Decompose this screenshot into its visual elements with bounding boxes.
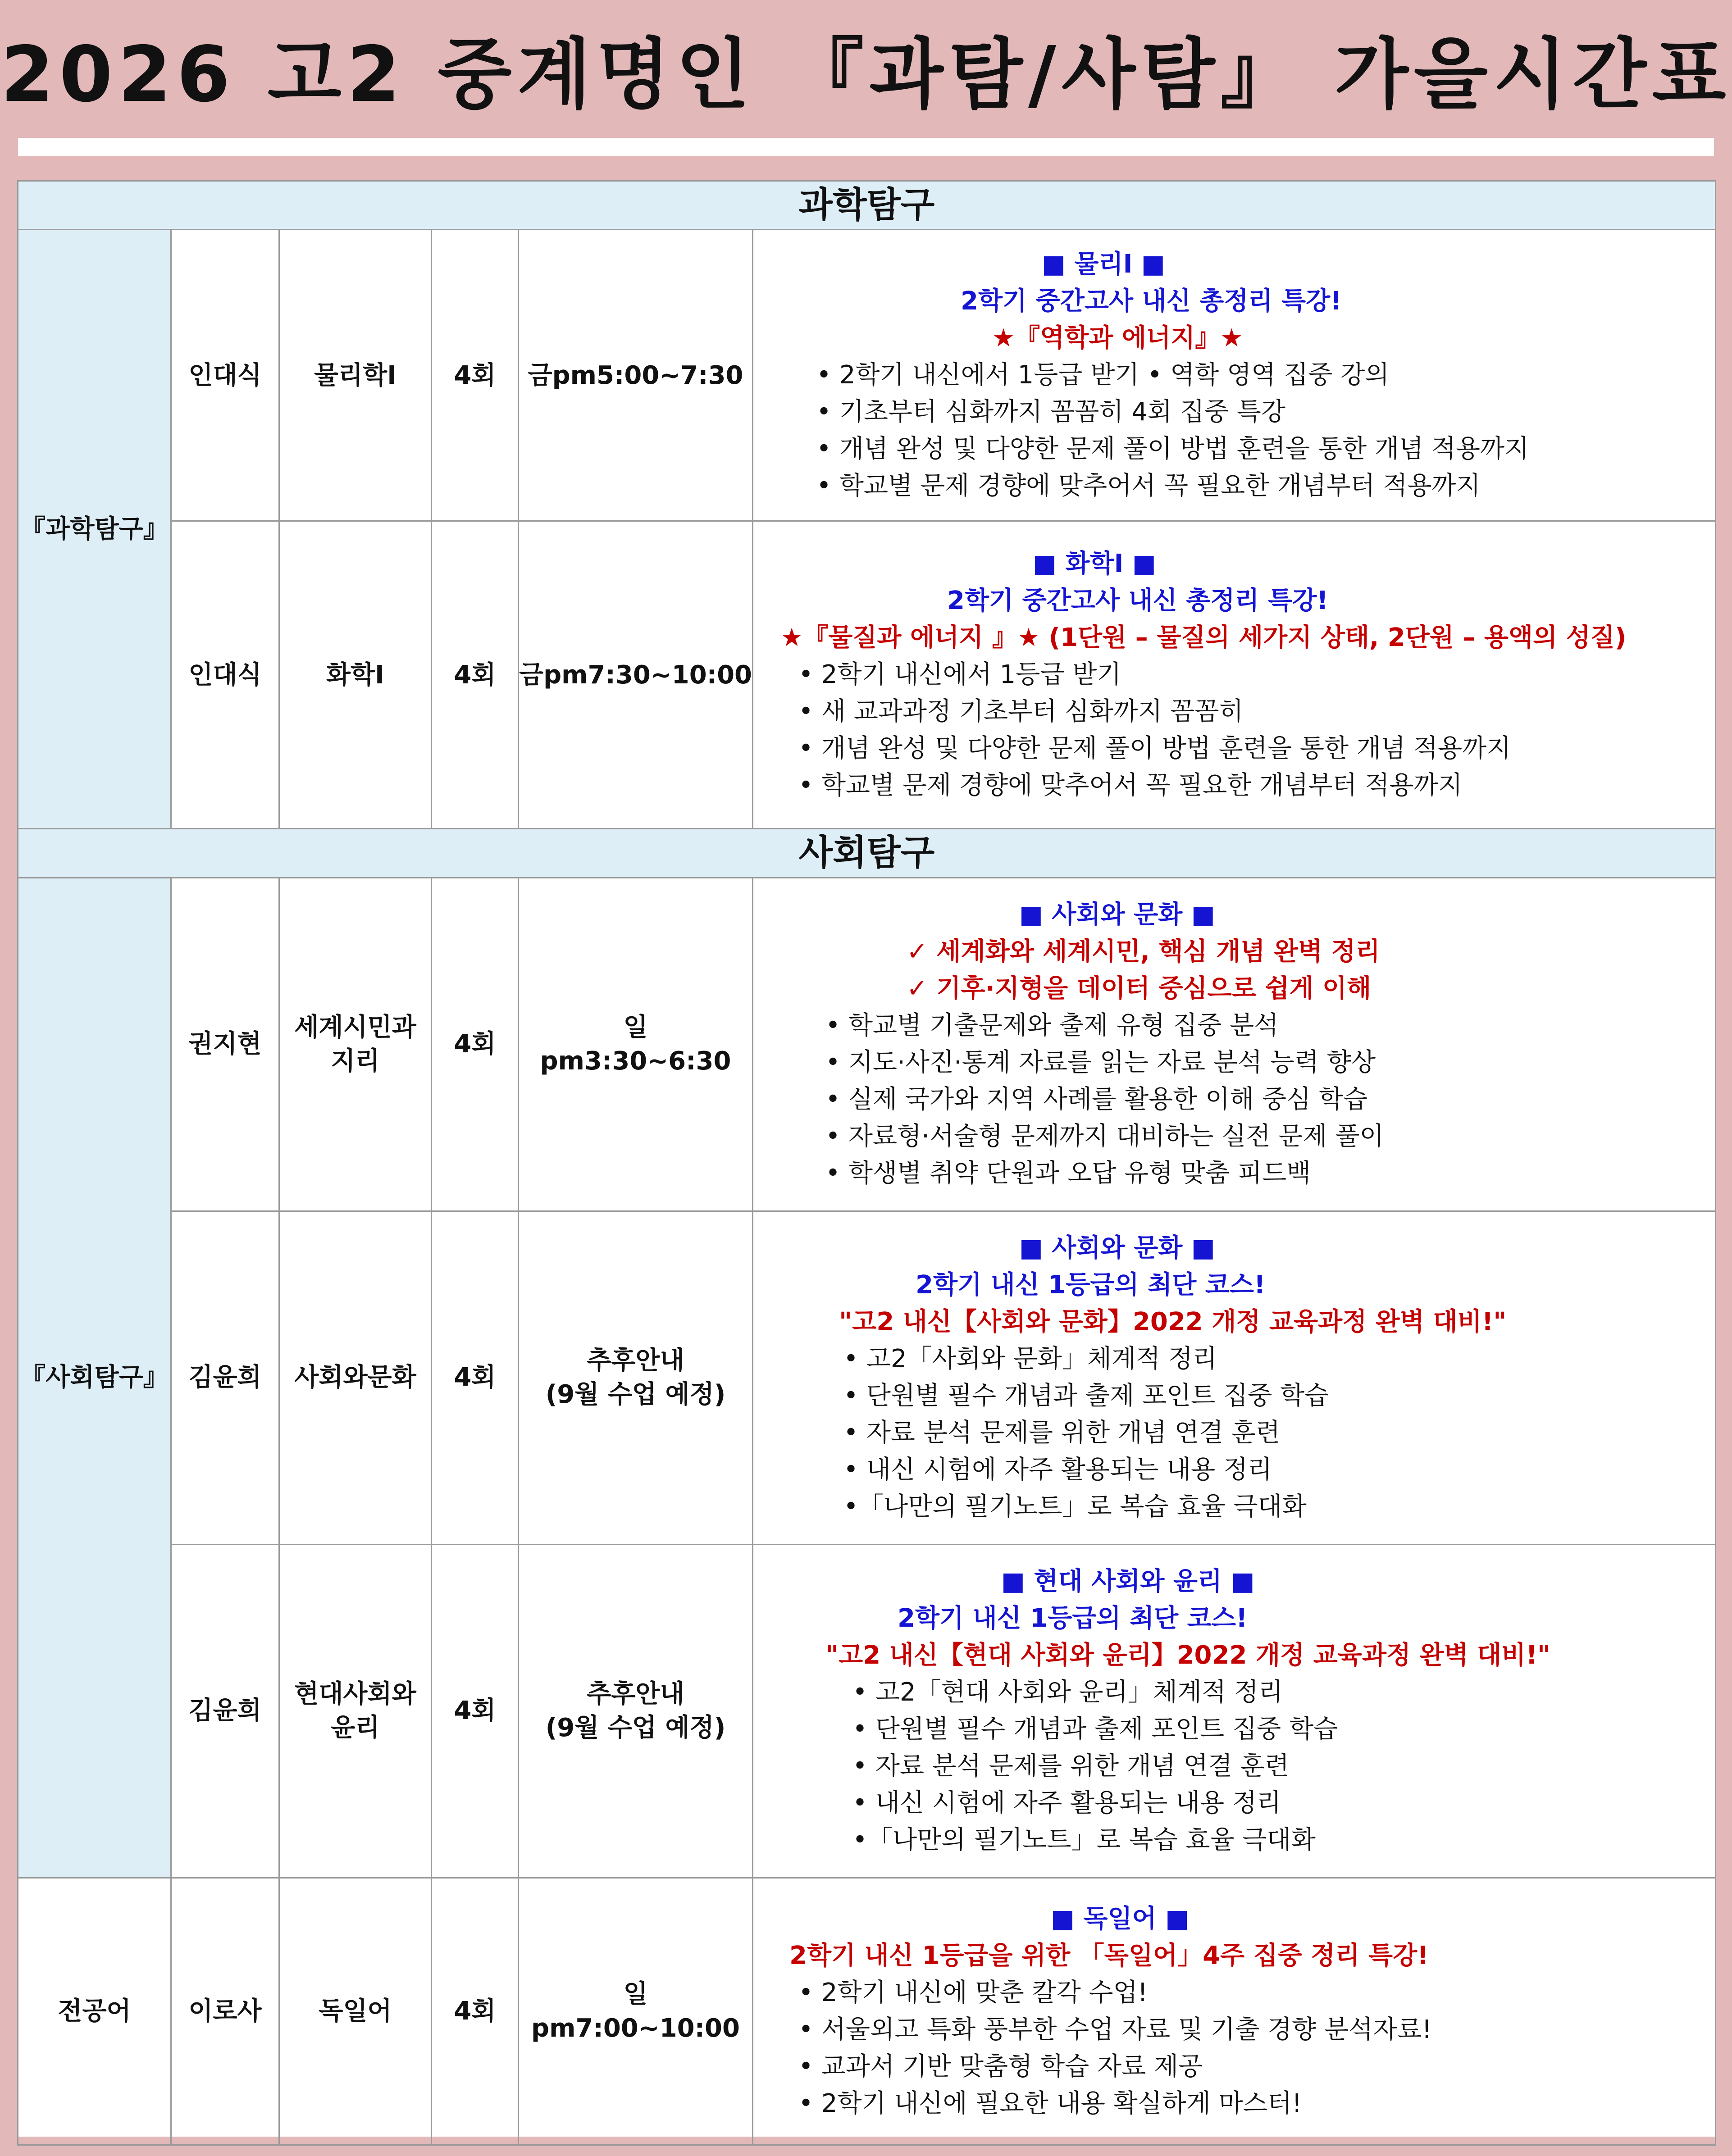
description-heading: "고2 내신【사회와 문화】2022 개정 교육과정 완벽 대비!" <box>839 1307 1507 1337</box>
description-bullet: •「나만의 필기노트」로 복습 효율 극대화 <box>843 1492 1307 1522</box>
description-cell <box>753 521 1716 829</box>
category-science: 『과학탐구』 <box>18 230 171 829</box>
description-heading: ■ 현대 사회와 윤리 ■ <box>1001 1567 1255 1597</box>
description-heading: 2학기 중간고사 내신 총정리 특강! <box>961 287 1342 316</box>
description-bullet: • 새 교과과정 기초부터 심화까지 꼼꼼히 <box>798 697 1244 727</box>
description-heading: 2학기 내신 1등급의 최단 코스! <box>898 1604 1248 1633</box>
schedule-table <box>17 180 1716 2146</box>
sessions-cell: 4회 <box>432 1211 519 1544</box>
table-row <box>18 521 1716 829</box>
description-cell <box>753 1878 1716 2145</box>
description-heading: 2학기 중간고사 내신 총정리 특강! <box>947 586 1328 616</box>
description-bullet: • 2학기 내신에 맞춘 칼각 수업! <box>798 1978 1148 2007</box>
description-bullet: • 학교별 문제 경향에 맞추어서 꼭 필요한 개념부터 적용까지 <box>798 771 1463 801</box>
time-cell: 일 pm3:30~6:30 <box>519 878 753 1211</box>
description-cell <box>753 1211 1716 1544</box>
description-heading: ✓ 세계화와 세계시민, 핵심 개념 완벽 정리 <box>907 937 1380 967</box>
description-bullet: • 기초부터 심화까지 꼼꼼히 4회 집중 특강 <box>816 397 1286 427</box>
subject-cell: 사회와문화 <box>279 1211 432 1544</box>
section-header-row <box>18 829 1716 878</box>
description-bullet: • 2학기 내신에 필요한 내용 확실하게 마스터! <box>798 2088 1302 2118</box>
subject-cell: 화학I <box>279 521 432 829</box>
description-bullet: • 실제 국가와 지역 사례를 활용한 이해 중심 학습 <box>825 1085 1368 1114</box>
time-cell: 일 pm7:00~10:00 <box>519 1878 753 2145</box>
description-bullet: • 2학기 내신에서 1등급 받기 <box>798 660 1121 690</box>
description-bullet: • 단원별 필수 개념과 출제 포인트 집중 학습 <box>852 1715 1338 1744</box>
teacher-cell: 김윤희 <box>171 1544 279 1878</box>
teacher-cell: 이로사 <box>171 1878 279 2145</box>
description-bullet: • 자료 분석 문제를 위한 개념 연결 훈련 <box>843 1418 1281 1448</box>
description-bullet: • 고2「현대 사회와 윤리」체계적 정리 <box>852 1678 1283 1707</box>
schedule-sheet <box>17 180 1715 2137</box>
sessions-cell: 4회 <box>432 878 519 1211</box>
table-row <box>18 878 1716 1211</box>
description-bullet: • 단원별 필수 개념과 출제 포인트 집중 학습 <box>843 1381 1329 1411</box>
description-heading: 2학기 내신 1등급을 위한 「독일어」4주 집중 정리 특강! <box>789 1941 1429 1970</box>
time-cell: 금pm5:00~7:30 <box>519 230 753 521</box>
description-heading: "고2 내신【현대 사회와 윤리】2022 개정 교육과정 완벽 대비!" <box>825 1641 1551 1670</box>
subject-cell: 세계시민과 지리 <box>279 878 432 1211</box>
table-row <box>18 1878 1716 2145</box>
teacher-cell: 인대식 <box>171 230 279 521</box>
description-heading: ✓ 기후·지형을 데이터 중심으로 쉽게 이해 <box>907 974 1372 1004</box>
section-title-science: 과학탐구 <box>18 181 1716 230</box>
description-bullet: • 자료 분석 문제를 위한 개념 연결 훈련 <box>852 1751 1290 1781</box>
teacher-cell: 김윤희 <box>171 1211 279 1544</box>
description-cell <box>753 230 1716 521</box>
teacher-cell: 권지현 <box>171 878 279 1211</box>
description-cell <box>753 878 1716 1211</box>
description-bullet: • 학교별 기출문제와 출제 유형 집중 분석 <box>825 1011 1279 1041</box>
section-header-row <box>18 181 1716 230</box>
table-row <box>18 230 1716 521</box>
time-cell: 추후안내 (9월 수업 예정) <box>519 1211 753 1544</box>
sessions-cell: 4회 <box>432 1878 519 2145</box>
table-row <box>18 1544 1716 1878</box>
description-bullet: • 내신 시험에 자주 활용되는 내용 정리 <box>843 1455 1272 1485</box>
time-cell: 추후안내 (9월 수업 예정) <box>519 1544 753 1878</box>
sessions-cell: 4회 <box>432 1544 519 1878</box>
description-bullet: • 고2「사회와 문화」체계적 정리 <box>843 1344 1217 1374</box>
time-cell: 금pm7:30~10:00 <box>519 521 753 829</box>
subject-cell: 현대사회와 윤리 <box>279 1544 432 1878</box>
description-heading: ■ 화학I ■ <box>1033 549 1156 579</box>
description-bullet: • 서울외고 특화 풍부한 수업 자료 및 기출 경향 분석자료! <box>798 2015 1432 2044</box>
subject-cell: 독일어 <box>279 1878 432 2145</box>
section-title-social: 사회탐구 <box>18 829 1716 878</box>
description-heading: 2학기 내신 1등급의 최단 코스! <box>916 1270 1266 1300</box>
description-bullet: • 학생별 취약 단원과 오답 유형 맞춤 피드백 <box>825 1159 1311 1188</box>
description-heading: ■ 사회와 문화 ■ <box>1019 900 1215 930</box>
title-divider <box>18 138 1714 156</box>
description-bullet: • 지도·사진·통계 자료를 읽는 자료 분석 능력 향상 <box>825 1048 1376 1078</box>
description-heading: ★『물질과 에너지 』★ (1단원 – 물질의 세가지 상태, 2단원 – 용액의 성질) <box>780 623 1627 653</box>
description-bullet: • 학교별 문제 경향에 맞추어서 꼭 필요한 개념부터 적용까지 <box>816 471 1481 501</box>
description-heading: ■ 사회와 문화 ■ <box>1019 1233 1215 1263</box>
description-bullet: • 교과서 기반 맞춤형 학습 자료 제공 <box>798 2051 1203 2081</box>
description-heading: ■ 물리I ■ <box>1042 250 1165 279</box>
description-bullet: • 개념 완성 및 다양한 문제 풀이 방법 훈련을 통한 개념 적용까지 <box>816 434 1529 464</box>
description-heading: ★『역학과 에너지』★ <box>992 323 1243 353</box>
table-row <box>18 1211 1716 1544</box>
description-bullet: •「나만의 필기노트」로 복습 효율 극대화 <box>852 1825 1316 1855</box>
description-cell <box>753 1544 1716 1878</box>
category-social: 『사회탐구』 <box>18 878 171 1878</box>
teacher-cell: 인대식 <box>171 521 279 829</box>
sessions-cell: 4회 <box>432 521 519 829</box>
page-title: 2026 고2 중계명인 『과탐/사탐』 가을시간표 <box>0 30 1732 119</box>
subject-cell: 물리학I <box>279 230 432 521</box>
category-language: 전공어 <box>18 1878 171 2145</box>
description-bullet: • 내신 시험에 자주 활용되는 내용 정리 <box>852 1788 1281 1818</box>
description-heading: ■ 독일어 ■ <box>1051 1904 1190 1933</box>
description-bullet: • 2학기 내신에서 1등급 받기 • 역학 영역 집중 강의 <box>816 360 1390 390</box>
description-bullet: • 자료형·서술형 문제까지 대비하는 실전 문제 풀이 <box>825 1122 1384 1151</box>
description-bullet: • 개념 완성 및 다양한 문제 풀이 방법 훈련을 통한 개념 적용까지 <box>798 734 1511 764</box>
sessions-cell: 4회 <box>432 230 519 521</box>
